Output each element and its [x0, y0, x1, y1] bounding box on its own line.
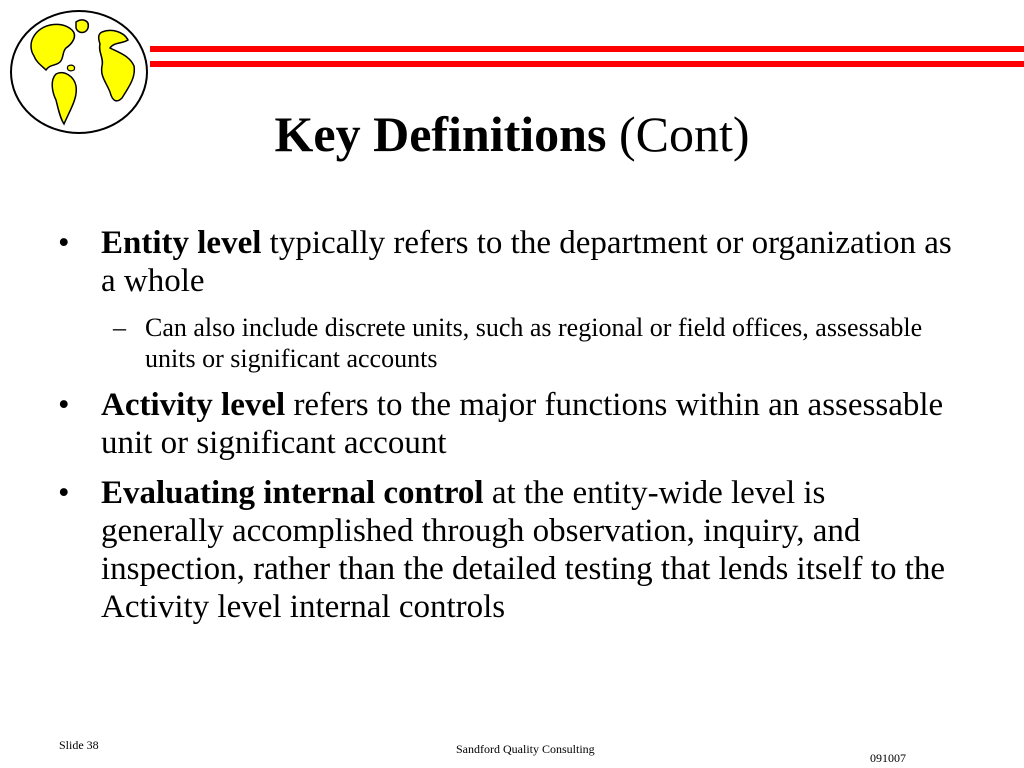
header-rule-bottom — [150, 61, 1024, 67]
sub-bullet-marker: – — [113, 313, 126, 342]
header-rule-top — [150, 46, 1024, 52]
bullet-activity-level — [0, 386, 1024, 462]
footer-company: Sandford Quality Consulting — [456, 742, 595, 756]
bullet-term: Entity level — [101, 225, 262, 261]
title-bold: Key Definitions — [274, 106, 607, 162]
footer-code: 091007 — [870, 751, 906, 765]
slide-number: Slide 38 — [59, 738, 99, 752]
bullet-term: Activity level — [101, 387, 286, 423]
slide-title — [0, 104, 1024, 164]
bullet-text: typically refers to the department or organization as a whole — [101, 225, 952, 299]
bullet-entity-level — [0, 224, 1024, 300]
bullet-evaluating-internal-control — [0, 474, 1024, 626]
bullet-list — [0, 224, 1024, 638]
bullet-marker: • — [58, 475, 70, 511]
bullet-text: refers to the major functions within an assessable unit or significant account — [101, 387, 944, 461]
sub-bullet-text: Can also include discrete units, such as regional or field offices, assessable units or significant accounts — [145, 313, 923, 373]
title-rest: (Cont) — [606, 106, 750, 162]
bullet-marker: • — [58, 387, 70, 423]
bullet-text: at the entity-wide level is generally accomplished through observation, inquiry, and inspection, rather than the detailed testing that lends itself to the Activity level internal controls — [101, 475, 946, 625]
sub-bullet-discrete-units — [0, 312, 1024, 374]
bullet-term: Evaluating internal control — [101, 475, 484, 511]
bullet-marker: • — [58, 225, 70, 261]
